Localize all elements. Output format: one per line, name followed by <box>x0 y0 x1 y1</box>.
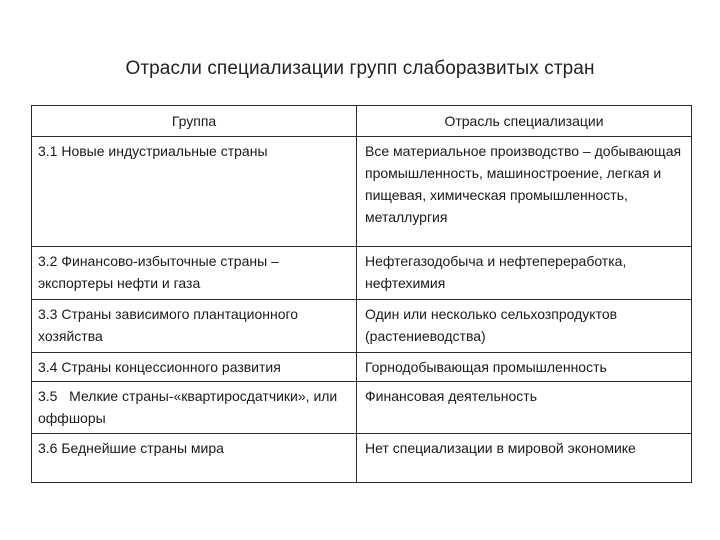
cell-group: 3.6 Беднейшие страны мира <box>32 434 357 483</box>
cell-industry: Нет специализации в мировой экономике <box>357 434 692 483</box>
specialization-table <box>31 105 692 483</box>
cell-industry: Один или несколько сельхозпродуктов (растениеводства) <box>357 300 692 353</box>
table-row <box>32 137 692 247</box>
table-header-row <box>32 106 692 137</box>
table-row <box>32 300 692 353</box>
cell-industry: Финансовая деятельность <box>357 382 692 434</box>
cell-group: 3.2 Финансово-избыточные страны – экспортеры нефти и газа <box>32 247 357 300</box>
page-title: Отрасли специализации групп слаборазвитых стран <box>125 58 595 79</box>
cell-industry: Горнодобывающая промышленность <box>357 353 692 382</box>
cell-group: 3.3 Страны зависимого плантационного хозяйства <box>32 300 357 353</box>
cell-industry: Нефтегазодобыча и нефтепереработка, нефтехимия <box>357 247 692 300</box>
cell-group: 3.5 Мелкие страны-«квартиросдатчики», или оффшоры <box>32 382 357 434</box>
column-header-industry: Отрасль специализации <box>357 106 692 137</box>
column-header-group: Группа <box>32 106 357 137</box>
cell-group: 3.4 Страны концессионного развития <box>32 353 357 382</box>
cell-industry: Все материальное производство – добывающая промышленность, машиностроение, легкая и пищевая, химическая промышленность, металлургия <box>357 137 692 247</box>
cell-group: 3.1 Новые индустриальные страны <box>32 137 357 247</box>
table-row <box>32 434 692 483</box>
table-row <box>32 247 692 300</box>
table-row <box>32 353 692 382</box>
table-row <box>32 382 692 434</box>
